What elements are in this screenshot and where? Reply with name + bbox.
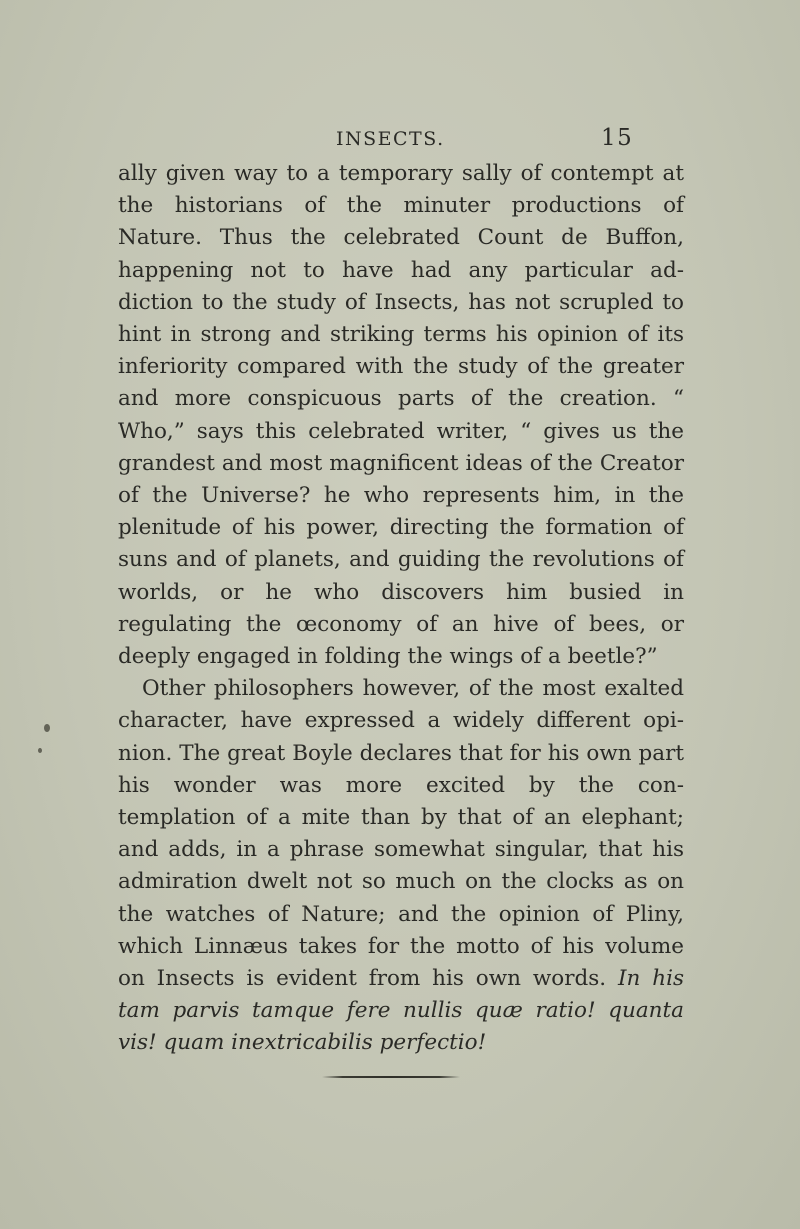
- margin-mark: [38, 748, 42, 753]
- paragraph-1: ally given way to a temporary sally of contempt at the historians of the minuter productions of Nature. Thus the celebrated Count de Buffon, happening not to have had any particular ad- diction to the study of Insects, has not scrupled to hint in strong and striking terms his opinion of its inferiority compared with the study of the greater and more conspicuous parts of the creation. “ Who,” says this celebrated writer, “ gives us the grandest and most magnificent ideas of the Creator of the Universe? he who represents him, in the plenitude of his power, directing the formation of suns and of planets, and guiding the revolutions of worlds, or he who discovers him busied in regulating the œconomy of an hive of bees, or deeply engaged in folding the wings of a beetle?”: [118, 161, 684, 670]
- closing-rule: [322, 1076, 460, 1078]
- body-text: [118, 158, 684, 1060]
- margin-mark: [44, 724, 50, 732]
- running-head: [0, 125, 800, 158]
- paragraph-2: [118, 673, 684, 1059]
- page-number: 15: [601, 125, 634, 151]
- paragraph-2-text: Other philosophers however, of the most exalted character, have expressed a widely different opi- nion. The great Boyle declares that for his own part his wonder was more excited by the con- templation of a mite than by that of an elephant; and adds, in a phrase somewhat singular, that his admiration dwelt not so much on the clocks as on the watches of Nature; and the opinion of Pliny, which Linnæus takes for the motto of his volume on Insects is evident from his own words.: [118, 676, 684, 992]
- latin-quotation: In his tam parvis tamque fere nullis quæ ratio! quanta vis! quam inextricabilis perfectio!: [118, 966, 685, 1056]
- running-title: INSECTS.: [336, 128, 445, 150]
